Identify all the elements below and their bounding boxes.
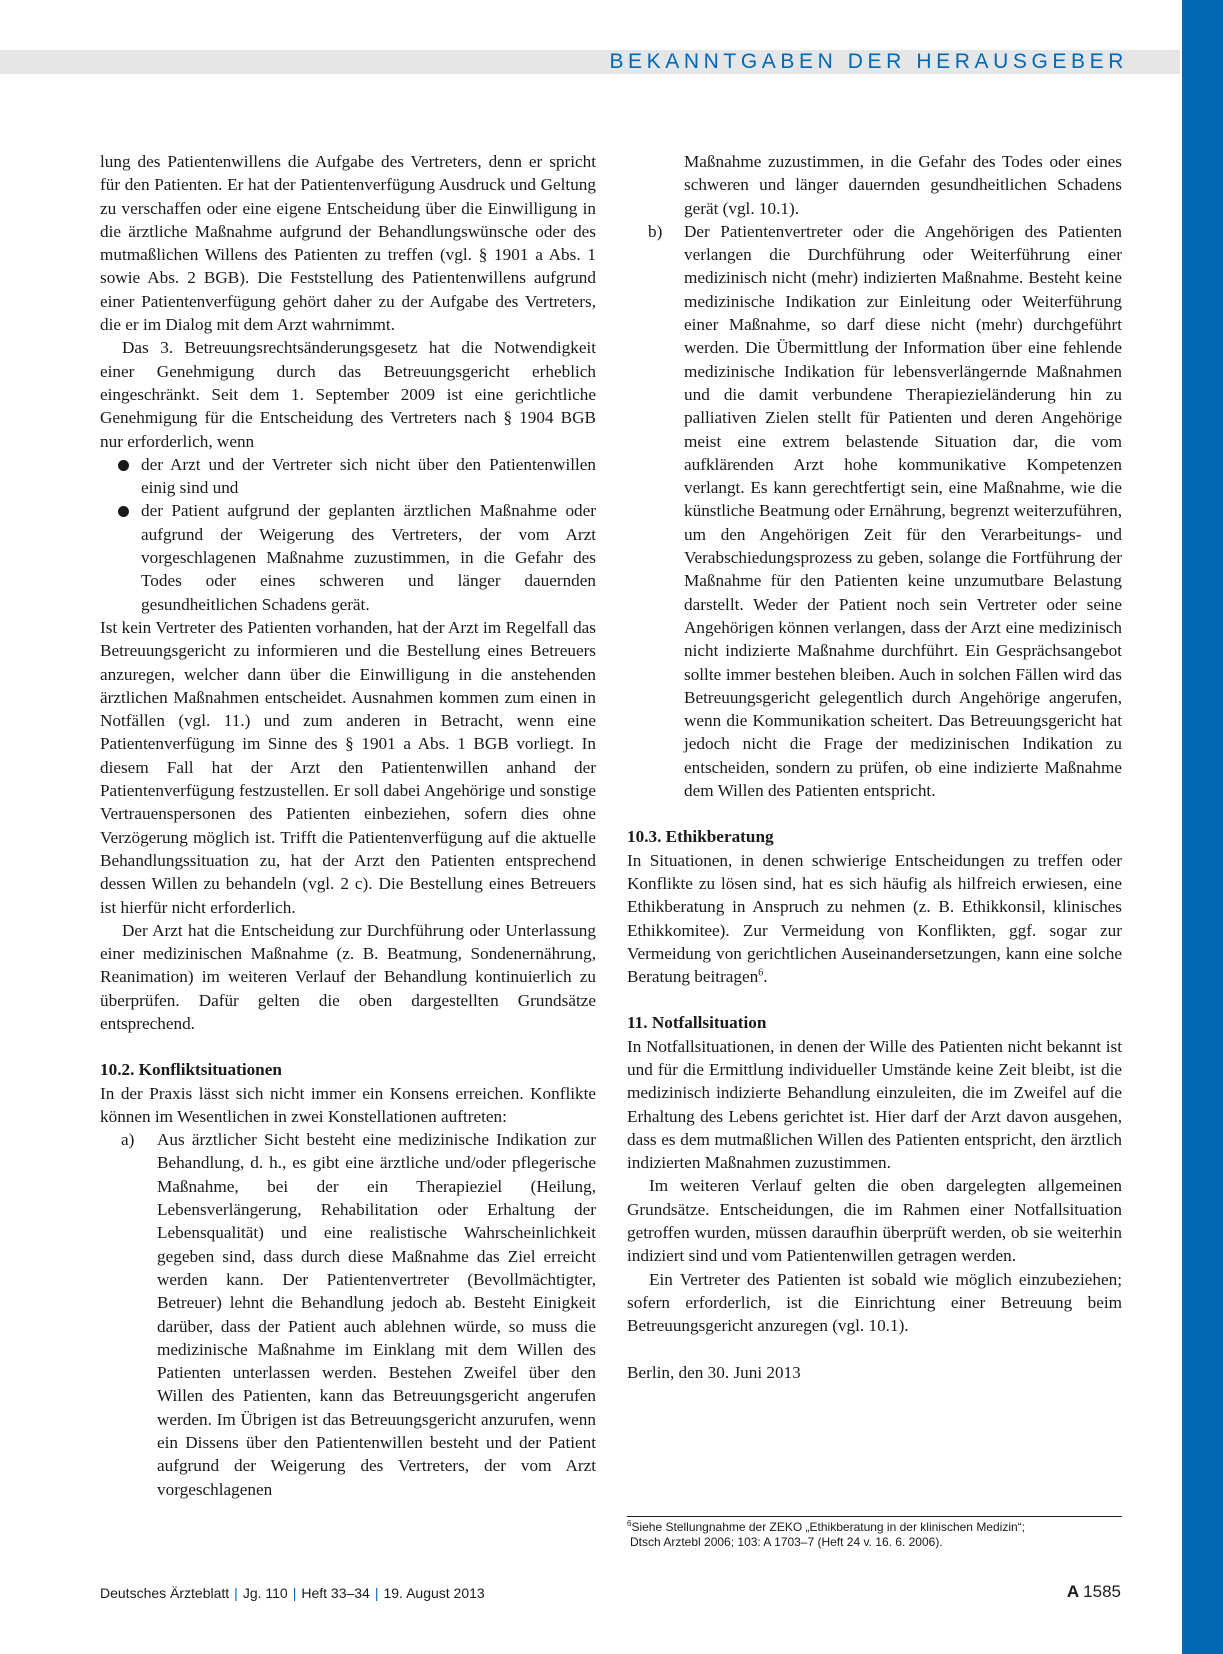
spacer: [100, 1035, 596, 1058]
list-marker: a): [121, 1130, 135, 1150]
issue-date: 19. August 2013: [383, 1585, 485, 1601]
side-color-band: [1182, 0, 1223, 1654]
page-footer: [100, 1583, 485, 1603]
bullet-icon: [118, 506, 129, 517]
section-heading: 11. Notfallsituation: [627, 1013, 767, 1033]
section-title: BEKANNTGABEN DER HERAUSGEBER: [609, 50, 1128, 73]
footnote-line: Dtsch Arztebl 2006; 103: A 1703–7 (Heft 24 v. 16. 6. 2006).: [630, 1535, 943, 1549]
list-item-text: Aus ärztlicher Sicht besteht eine medizinische Indikation zur Behandlung, d. h., es gibt eine ärztliche und/oder pflegerische Maßnahme, bei der ein Therapieziel (Heilung, Lebensverlängerung, Rehabilitation oder Erhaltung der Lebensqualität) und eine realistische Wahrscheinlichkeit gegeben sind, dass durch diese Maßnahme das Ziel erreicht werden kann. Der Patientenvertreter (Bevollmächtigter, Betreuer) lehnt die Behandlung jedoch ab. Besteht Einigkeit darüber, dass der Patient auch ablehnen würde, so muss die medizinische Maßnahme im Einklang mit dem Willen des Patienten unterlassen werden. Bestehen Zweifel über den Willen des Patienten, kann das Betreuungsgericht angerufen werden. Im Übrigen ist das Betreuungsgericht anzurufen, wenn ein Dissens über den Patientenwillen besteht und der Patient aufgrund der Weigerung des Vertreters, der vom Arzt vorgeschlagenen: [157, 1130, 596, 1499]
page-number-value: 1585: [1083, 1582, 1121, 1601]
section-heading: 10.3. Ethikberatung: [627, 827, 774, 847]
paragraph: In der Praxis lässt sich nicht immer ein Konsens erreichen. Konflikte können im Wesentlichen in zwei Konstellationen auftreten:: [100, 1083, 596, 1126]
spacer: [627, 802, 1122, 825]
footer-separator: |: [234, 1585, 238, 1601]
footnote-reference: 6: [758, 967, 764, 979]
list-item: [100, 453, 596, 500]
list-item: [627, 150, 1122, 220]
list-item-text: Der Patientenvertreter oder die Angehörigen des Patienten verlangen die Durchführung oder Weiterführung einer medizinisch nicht (mehr) indizierten Maßnahme. Besteht keine medizinische Indikation zur Einleitung oder Weiterführung einer Maßnahme, so darf diese nicht (mehr) durchgeführt werden. Die Übermittlung der Information über eine fehlende medizinische Indikation für lebensverlängernde Maßnahmen und die damit verbundene Therapiezieländerung hin zu palliativen Zielen stellt für Patienten und deren Angehörige meist eine extrem belastende Situation dar, die vom aufklärenden Arzt hohe kommunikative Kompetenzen verlangt. Es kann gerechtfertigt sein, eine Maßnahme, wie die künstliche Beatmung oder Ernährung, begrenzt weiterzuführen, um den Angehörigen Zeit für den Verarbeitungs- und Verabschiedungsprozess zu geben, solange die Fortführung der Maßnahme für den Patienten keine unzumutbare Belastung darstellt. Weder der Patient noch sein Vertreter oder seine Angehörigen können verlangen, dass der Arzt eine medizinisch nicht indizierte Maßnahme durchführt. Ein Gesprächsangebot sollte immer bestehen bleiben. Auch in solchen Fällen wird das Betreuungsgericht gelegentlich durch Angehörige angerufen, wenn die Kommunikation scheitert. Das Betreuungsgericht hat jedoch nicht die Frage der medizinischen Indikation zu entscheiden, sondern zu prüfen, ob eine indizierte Maßnahme dem Willen des Patienten entspricht.: [684, 221, 1122, 801]
page-prefix: A: [1066, 1582, 1080, 1601]
page-number: [1067, 1580, 1121, 1604]
spacer: [627, 1338, 1122, 1361]
list-item: [100, 499, 596, 615]
paragraph: Ein Vertreter des Patienten ist sobald wie möglich einzubeziehen; sofern erforderlich, ist die Einrichtung einer Betreuung beim Betreuungsgericht anzuregen (vgl. 10.1).: [627, 1269, 1122, 1336]
footer-separator: |: [374, 1585, 379, 1601]
footnote-line: [627, 1520, 1122, 1535]
list-item: [627, 220, 1122, 802]
footnote-text: Siehe Stellungnahme der ZEKO „Ethikberatung in der klinischen Medizin“;: [631, 1520, 1025, 1534]
paragraph: Das 3. Betreuungsrechtsänderungsgesetz hat die Notwendigkeit einer Genehmigung durch das Betreuungsgericht erheblich eingeschränkt. Seit dem 1. September 2009 ist eine gerichtliche Genehmigung für die Entscheidung des Vertreters nach § 1904 BGB nur erforderlich, wenn: [100, 338, 596, 451]
journal-issue: Heft 33–34: [301, 1585, 370, 1601]
paragraph: [627, 849, 1122, 989]
paragraph-text: In Situationen, in denen schwierige Entscheidungen zu treffen oder Konflikte zu lösen sind, hat es sich häufig als hilfreich erwiesen, eine Ethikberatung in Anspruch zu nehmen (z. B. Ethikkonsil, klinisches Ethikkomitee). Zur Vermeidung von Konflikten, ggf. sogar zur Vermeidung von gerichtlichen Auseinandersetzungen, kann eine solche Beratung beitragen: [627, 850, 1122, 987]
paragraph: Ist kein Vertreter des Patienten vorhanden, hat der Arzt im Regelfall das Betreuungsgericht zu informieren und die Bestellung eines Betreuers anzuregen, welcher dann über die Einwilligung in die anstehenden ärztlichen Maßnahmen entscheidet. Ausnahmen kommen zum einen in Notfällen (vgl. 11.) und zum anderen in Betracht, wenn eine Patientenverfügung im Sinne des § 1901 a Abs. 1 BGB vorliegt. In diesem Fall hat der Arzt den Patientenwillen anhand der Patientenverfügung festzustellen. Er soll dabei Angehörige und sonstige Vertrauenspersonen des Patienten einbeziehen, sofern dies ohne Verzögerung möglich ist. Trifft die Patientenverfügung auf die aktuelle Behandlungssituation zu, hat der Arzt den Patienten entsprechend dessen Willen zu behandeln (vgl. 2 c). Die Bestellung eines Betreuers ist hierfür nicht erforderlich.: [100, 617, 596, 917]
footer-separator: |: [292, 1585, 297, 1601]
paragraph: Der Arzt hat die Entscheidung zur Durchführung oder Unterlassung einer medizinischen Maßnahme (z. B. Beatmung, Sondenernährung, Reanimation) im weiteren Verlauf der Behandlung kontinuierlich zu überprüfen. Dafür gelten die oben dargestellten Grundsätze entsprechend.: [100, 920, 596, 1033]
list-item-text: Maßnahme zuzustimmen, in die Gefahr des Todes oder eines schweren und länger dauernden gesundheitlichen Schadens gerät (vgl. 10.1).: [684, 152, 1122, 218]
list-item-text: der Patient aufgrund der geplanten ärztlichen Maßnahme oder aufgrund der Weigerung des Vertreters, der vom Arzt vorgeschlagenen Maßnahme zuzustimmen, in die Gefahr des Todes oder eines schweren und länger dauernden gesundheitlichen Schadens gerät.: [141, 501, 596, 614]
left-column: [100, 150, 596, 1501]
paragraph: Im weiteren Verlauf gelten die oben dargelegten allgemeinen Grundsätze. Entscheidungen, die im Rahmen einer Notfallsituation getroffen wurden, müssen daraufhin überprüft werden, ob sie weiterhin indiziert sind und vom Patientenwillen getragen werden.: [627, 1176, 1122, 1266]
enumerated-list: [627, 150, 1122, 802]
journal-name: Deutsches Ärzteblatt: [100, 1585, 230, 1601]
spacer: [627, 988, 1122, 1011]
enumerated-list: [100, 1128, 596, 1501]
section-heading: 10.2. Konfliktsituationen: [100, 1060, 282, 1080]
list-item-text: der Arzt und der Vertreter sich nicht über den Patientenwillen einig sind und: [141, 454, 596, 498]
footnote-divider: [627, 1516, 1122, 1517]
bullet-list: [100, 453, 596, 616]
footnote-number: 6: [627, 1519, 632, 1528]
bullet-icon: [118, 460, 129, 471]
list-marker: b): [648, 221, 663, 241]
list-item: [100, 1128, 596, 1501]
journal-volume: Jg. 110: [242, 1585, 288, 1601]
footnote: [627, 1520, 1122, 1550]
paragraph: lung des Patientenwillens die Aufgabe des Vertreters, denn er spricht für den Patienten. Er hat der Patientenverfügung Ausdruck und Geltung zu verschaffen oder eine eigene Entscheidung über die Einwilligung in die ärztliche Maßnahme aufgrund der Behandlungswünsche oder des mutmaßlichen Willens des Patienten zu treffen (vgl. § 1901 a Abs. 1 sowie Abs. 2 BGB). Die Feststellung des Patientenwillens aufgrund einer Patientenverfügung gehört daher zu der Aufgabe des Vertreters, die er im Dialog mit dem Arzt wahrnimmt.: [100, 152, 596, 335]
punctuation: .: [763, 967, 768, 987]
closing-line: Berlin, den 30. Juni 2013: [627, 1362, 801, 1382]
paragraph: In Notfallsituationen, in denen der Wille des Patienten nicht bekannt ist und für die Ermittlung individueller Umstände keine Zeit bleibt, ist die medizinisch indizierte Behandlung einzuleiten, die im Zweifel auf die Erhaltung des Lebens gerichtet ist. Hier darf der Arzt davon ausgehen, dass es dem mutmaßlichen Willen des Patienten entspricht, den ärztlich indizierten Maßnahmen zuzustimmen.: [627, 1036, 1122, 1173]
right-column: [627, 150, 1122, 1384]
